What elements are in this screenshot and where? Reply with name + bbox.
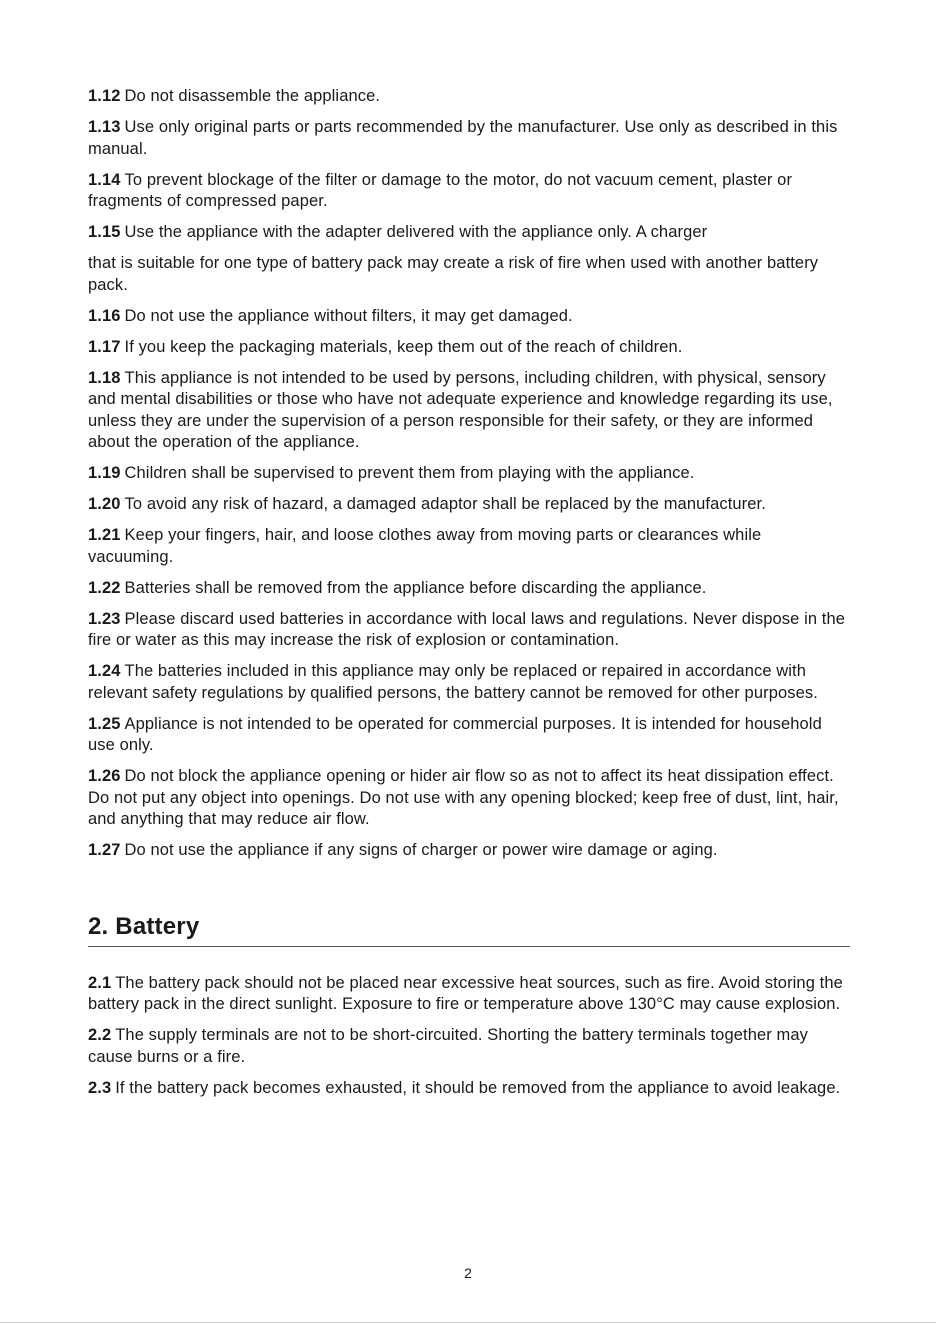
item-number: 1.21 (88, 526, 121, 544)
item-number: 1.23 (88, 609, 121, 628)
item-number: 1.18 (88, 368, 121, 387)
safety-item-1-21 (88, 525, 850, 568)
item-number: 2.2 (88, 1026, 112, 1044)
item-number: 1.24 (88, 662, 121, 680)
safety-item-1-26 (88, 766, 850, 831)
item-number: 1.26 (88, 767, 121, 785)
item-text: If you keep the packaging materials, keep them out of the reach of children. (124, 337, 683, 356)
item-number: 1.20 (88, 495, 121, 513)
item-text: This appliance is not intended to be used by persons, including children, with physical, sensory and mental disabilities or those who have not adequate experience and knowledge regarding its use, unless they are under the supervision of a person responsible for their safety, or they are informed about the operation of the appliance. (88, 368, 833, 451)
item-text: The supply terminals are not to be short-circuited. Shorting the battery terminals together may cause burns or a fire. (88, 1026, 808, 1066)
safety-item-1-24 (88, 661, 850, 704)
item-text: Please discard used batteries in accordance with local laws and regulations. Never dispose in the fire or water as this may increase the risk of explosion or contamination. (88, 609, 846, 649)
safety-item-1-16 (88, 306, 850, 328)
item-number: 1.12 (88, 87, 121, 105)
safety-item-1-25 (88, 714, 850, 757)
item-text: Do not use the appliance without filters, it may get damaged. (124, 306, 573, 325)
item-text: Appliance is not intended to be operated for commercial purposes. It is intended for household use only. (88, 714, 822, 754)
battery-item-2-3 (88, 1078, 850, 1100)
safety-item-1-27 (88, 840, 850, 862)
item-number: 1.25 (88, 714, 121, 733)
safety-item-1-23 (88, 609, 850, 652)
item-number: 1.16 (88, 306, 121, 325)
item-text: The battery pack should not be placed near excessive heat sources, such as fire. Avoid storing the battery pack in the direct sunlight. Exposure to fire or temperature above 130°C may cause explosion. (88, 973, 843, 1013)
item-text: To prevent blockage of the filter or damage to the motor, do not vacuum cement, plaster or fragments of compressed paper. (88, 170, 793, 210)
item-number: 2.3 (88, 1078, 112, 1097)
safety-item-1-14 (88, 170, 850, 213)
item-text: To avoid any risk of hazard, a damaged adaptor shall be replaced by the manufacturer. (124, 495, 766, 513)
item-number: 1.22 (88, 578, 121, 597)
battery-item-2-1 (88, 973, 850, 1016)
item-number: 1.17 (88, 337, 121, 356)
safety-item-1-12 (88, 86, 850, 108)
item-text: Do not block the appliance opening or hider air flow so as not to affect its heat dissipation effect. Do not put any object into openings. Do not use with any opening blocked; keep free of dust, lint, hair, and anything that may reduce air flow. (88, 767, 839, 828)
item-text: that is suitable for one type of battery pack may create a risk of fire when used with another battery pack. (88, 254, 819, 294)
safety-item-1-19 (88, 463, 850, 485)
item-text: Children shall be supervised to prevent them from playing with the appliance. (124, 464, 695, 482)
safety-item-1-17 (88, 337, 850, 359)
item-number: 2.1 (88, 973, 112, 992)
item-text: Use the appliance with the adapter delivered with the appliance only. A charger (124, 223, 708, 241)
battery-section-heading: 2. Battery (88, 912, 850, 947)
item-text: If the battery pack becomes exhausted, it should be removed from the appliance to avoid leakage. (115, 1078, 841, 1097)
manual-page-content (88, 86, 850, 1109)
item-number: 1.19 (88, 464, 121, 482)
safety-item-1-15-continuation (88, 253, 850, 296)
safety-item-1-15 (88, 222, 850, 244)
item-text: The batteries included in this appliance may only be replaced or repaired in accordance with relevant safety regulations by qualified persons, the battery cannot be removed for other purposes. (88, 662, 818, 702)
item-text: Do not use the appliance if any signs of charger or power wire damage or aging. (124, 841, 718, 859)
item-text: Keep your fingers, hair, and loose clothes away from moving parts or clearances while vacuuming. (88, 526, 762, 566)
safety-item-1-22 (88, 578, 850, 600)
item-text: Do not disassemble the appliance. (124, 87, 381, 105)
safety-item-1-18 (88, 368, 850, 454)
item-text: Use only original parts or parts recommended by the manufacturer. Use only as described in this manual. (88, 118, 838, 158)
battery-item-2-2 (88, 1025, 850, 1068)
item-number: 1.15 (88, 223, 121, 241)
item-number: 1.14 (88, 170, 121, 189)
item-text: Batteries shall be removed from the appliance before discarding the appliance. (124, 578, 707, 597)
safety-item-1-20 (88, 494, 850, 516)
item-number: 1.27 (88, 841, 121, 859)
safety-item-1-13 (88, 117, 850, 160)
page-bottom-edge (0, 1322, 936, 1323)
item-number: 1.13 (88, 118, 121, 136)
page-number: 2 (464, 1265, 472, 1281)
